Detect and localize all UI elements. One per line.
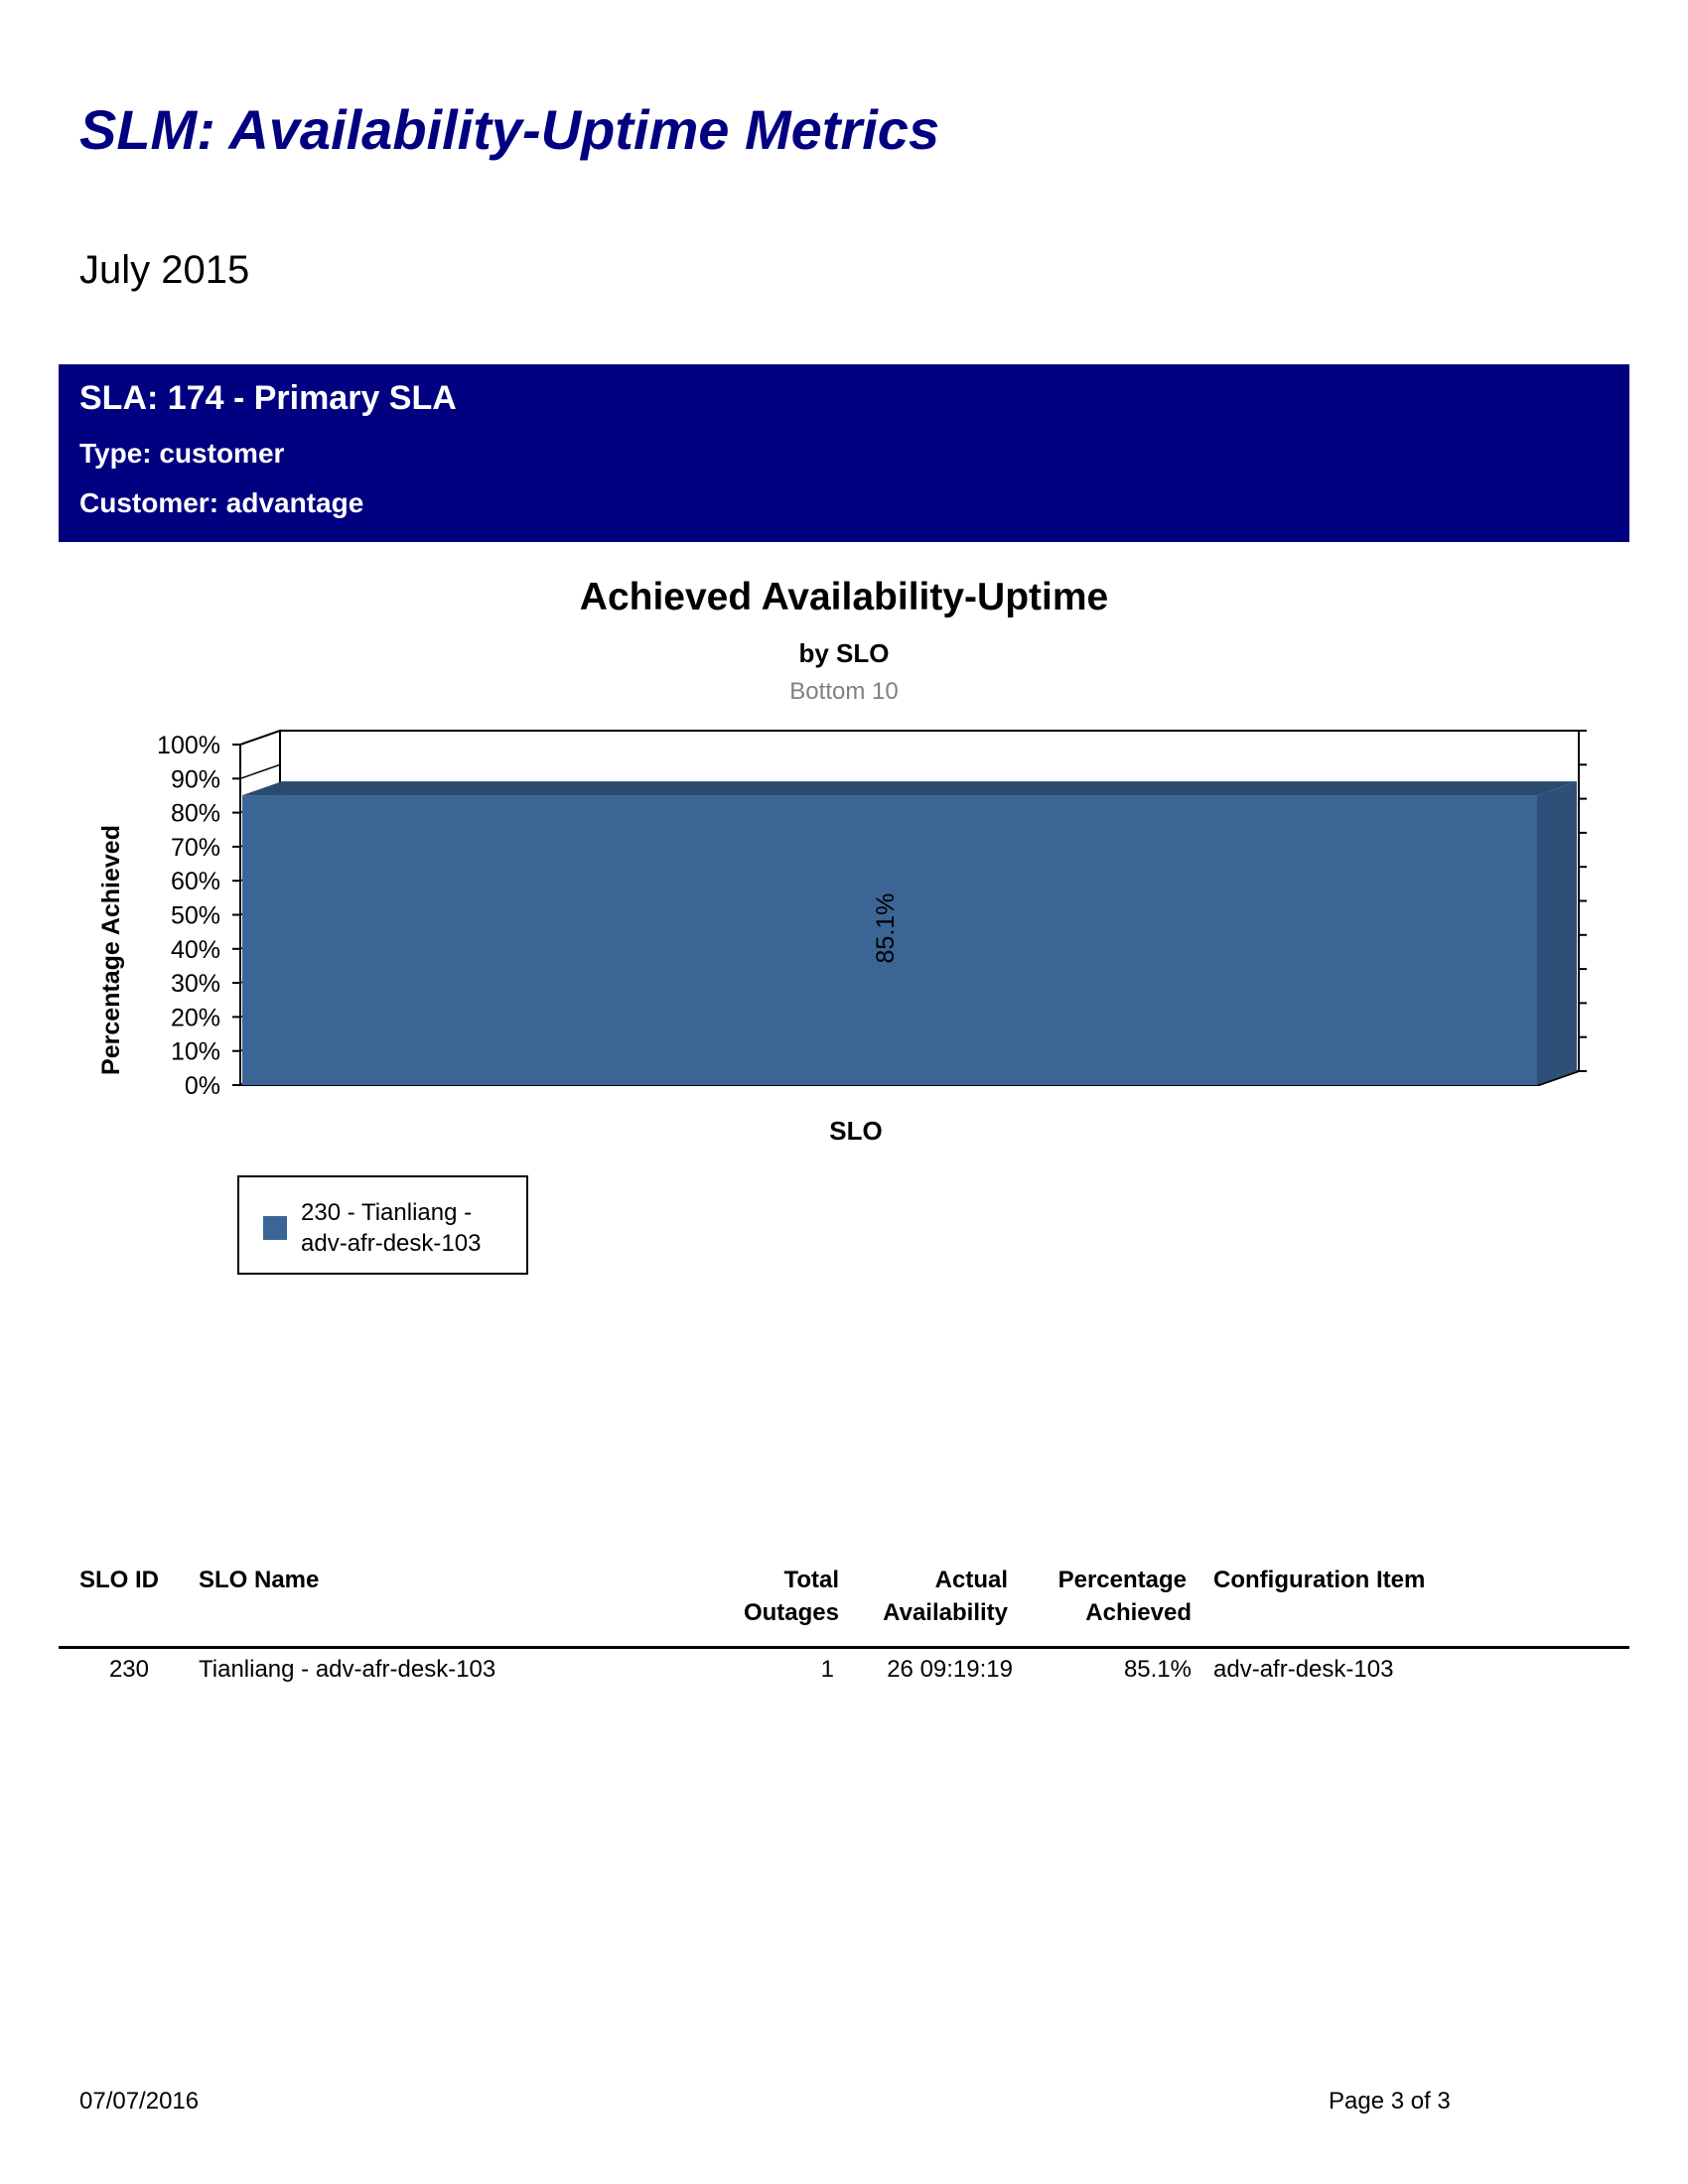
col-header-slo-id: SLO ID xyxy=(79,1567,160,1593)
y-tick-label: 50% xyxy=(170,901,220,930)
col-header-total-outages-1: Total xyxy=(783,1567,839,1593)
y-tick-label: 10% xyxy=(170,1037,220,1066)
chart-caption: Bottom 10 xyxy=(789,678,899,705)
y-tick-label: 100% xyxy=(157,732,220,759)
footer-date: 07/07/2016 xyxy=(79,2088,200,2115)
col-header-actual-availability-1: Actual xyxy=(934,1567,1008,1593)
report-title: SLM: Availability-Uptime Metrics xyxy=(79,98,940,161)
y-tick-label: 30% xyxy=(170,970,220,999)
y-tick-label: 80% xyxy=(170,799,220,828)
cell-slo-name: Tianliang - adv-afr-desk-103 xyxy=(199,1656,496,1683)
y-tick-label: 90% xyxy=(170,765,220,794)
chart-subtitle: by SLO xyxy=(798,638,890,668)
chart-bars xyxy=(242,781,1577,1085)
col-header-total-outages-2: Outages xyxy=(743,1599,839,1626)
sla-title: SLA: 174 - Primary SLA xyxy=(79,379,457,417)
chart-legend xyxy=(237,1175,528,1275)
cell-percentage-achieved: 85.1% xyxy=(1123,1656,1192,1683)
col-header-percentage-achieved-1: Percentage xyxy=(1057,1567,1187,1593)
bar-side xyxy=(1537,781,1577,1085)
sla-type: Type: customer xyxy=(79,438,285,469)
sla-customer: Customer: advantage xyxy=(79,487,364,518)
bar-top xyxy=(242,781,1577,795)
bar-chart xyxy=(0,715,1688,1152)
legend-label: 230 - Tianliang - adv-afr-desk-103 xyxy=(301,1199,482,1257)
bar-data-label: 85.1% xyxy=(872,892,900,964)
cell-actual-availability: 26 09:19:19 xyxy=(887,1656,1013,1683)
col-header-actual-availability-2: Availability xyxy=(883,1599,1008,1626)
sla-banner xyxy=(59,364,1629,542)
cell-slo-id: 230 xyxy=(108,1656,149,1683)
y-tick-label: 20% xyxy=(170,1004,220,1032)
footer-page-number: Page 3 of 3 xyxy=(1329,2088,1451,2115)
col-header-configuration-item: Configuration Item xyxy=(1213,1567,1426,1593)
y-tick-label: 40% xyxy=(170,935,220,964)
chart-title: Achieved Availability-Uptime xyxy=(579,576,1109,618)
x-axis-label: SLO xyxy=(829,1116,883,1146)
col-header-percentage-achieved-2: Achieved xyxy=(1085,1599,1192,1626)
cell-total-outages: 1 xyxy=(820,1656,834,1683)
y-axis-label: Percentage Achieved xyxy=(97,825,125,1075)
y-tick-label: 0% xyxy=(184,1072,220,1100)
legend-swatch xyxy=(263,1216,287,1240)
y-tick-label: 70% xyxy=(170,833,220,862)
y-tick-label: 60% xyxy=(170,868,220,896)
cell-configuration-item: adv-afr-desk-103 xyxy=(1213,1656,1394,1683)
col-header-slo-name: SLO Name xyxy=(199,1567,320,1593)
table-header-rule xyxy=(59,1646,1629,1649)
report-period: July 2015 xyxy=(79,248,250,292)
